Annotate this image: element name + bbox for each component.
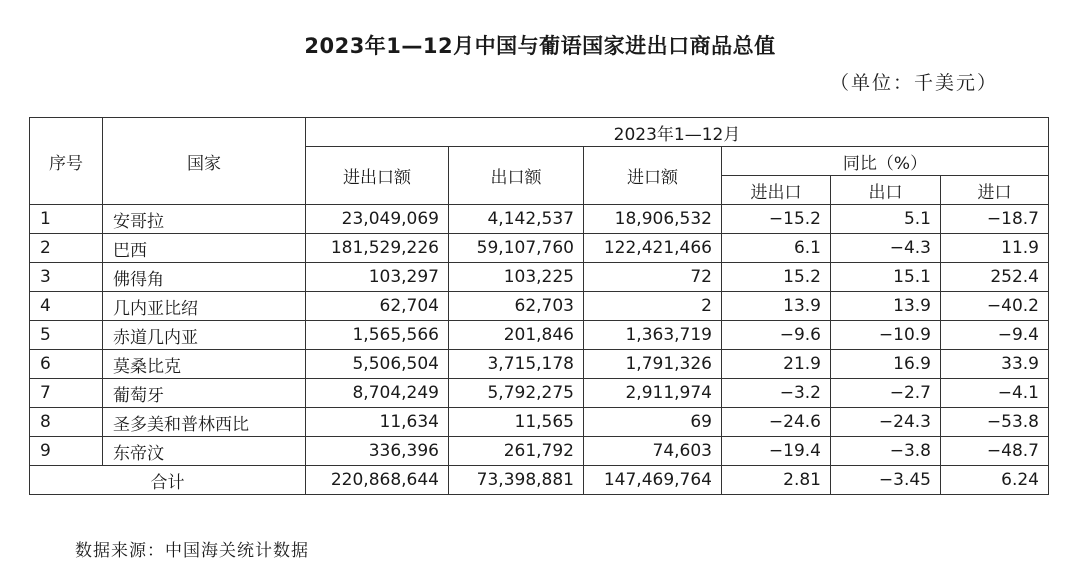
cell-yoy-import: −18.7 xyxy=(941,205,1049,234)
header-yoy-total: 进出口 xyxy=(722,176,831,205)
cell-yoy-import: 252.4 xyxy=(941,263,1049,292)
cell-country: 安哥拉 xyxy=(103,205,306,234)
table-row xyxy=(30,263,1049,292)
header-total-trade: 进出口额 xyxy=(306,147,449,205)
cell-yoy-export: −3.8 xyxy=(831,437,941,466)
cell-import: 2 xyxy=(584,292,722,321)
cell-yoy-export: −4.3 xyxy=(831,234,941,263)
total-row xyxy=(30,466,1049,495)
header-yoy: 同比（%） xyxy=(722,147,1049,176)
cell-total: 1,565,566 xyxy=(306,321,449,350)
header-country: 国家 xyxy=(103,118,306,205)
cell-total: 181,529,226 xyxy=(306,234,449,263)
header-export: 出口额 xyxy=(449,147,584,205)
cell-import: 72 xyxy=(584,263,722,292)
header-period: 2023年1—12月 xyxy=(306,118,1049,147)
cell-total: 103,297 xyxy=(306,263,449,292)
cell-yoy-import: −48.7 xyxy=(941,437,1049,466)
cell-total: 336,396 xyxy=(306,437,449,466)
table-title: 2023年1—12月中国与葡语国家进出口商品总值 xyxy=(304,34,776,58)
cell-yoy-total: 13.9 xyxy=(722,292,831,321)
cell-yoy-export: 5.1 xyxy=(831,205,941,234)
cell-total: 5,506,504 xyxy=(306,350,449,379)
cell-country: 葡萄牙 xyxy=(103,379,306,408)
cell-total: 11,634 xyxy=(306,408,449,437)
cell-yoy-export: −24.3 xyxy=(831,408,941,437)
cell-yoy-import: −4.1 xyxy=(941,379,1049,408)
cell-yoy-total: −15.2 xyxy=(722,205,831,234)
cell-yoy-export: 16.9 xyxy=(831,350,941,379)
total-import: 147,469,764 xyxy=(584,466,722,495)
table-row xyxy=(30,408,1049,437)
table-row xyxy=(30,437,1049,466)
cell-total: 62,704 xyxy=(306,292,449,321)
cell-export: 5,792,275 xyxy=(449,379,584,408)
cell-index: 4 xyxy=(30,292,103,321)
cell-export: 11,565 xyxy=(449,408,584,437)
cell-export: 103,225 xyxy=(449,263,584,292)
cell-import: 18,906,532 xyxy=(584,205,722,234)
cell-index: 6 xyxy=(30,350,103,379)
table-row xyxy=(30,205,1049,234)
header-import: 进口额 xyxy=(584,147,722,205)
cell-index: 3 xyxy=(30,263,103,292)
cell-index: 7 xyxy=(30,379,103,408)
total-export: 73,398,881 xyxy=(449,466,584,495)
cell-country: 东帝汶 xyxy=(103,437,306,466)
cell-import: 1,791,326 xyxy=(584,350,722,379)
header-yoy-export: 出口 xyxy=(831,176,941,205)
table-row xyxy=(30,292,1049,321)
cell-yoy-total: −24.6 xyxy=(722,408,831,437)
total-trade: 220,868,644 xyxy=(306,466,449,495)
cell-yoy-import: −40.2 xyxy=(941,292,1049,321)
cell-export: 201,846 xyxy=(449,321,584,350)
table-row xyxy=(30,350,1049,379)
cell-export: 62,703 xyxy=(449,292,584,321)
total-yoy-export: −3.45 xyxy=(831,466,941,495)
cell-yoy-import: 33.9 xyxy=(941,350,1049,379)
cell-index: 5 xyxy=(30,321,103,350)
header-index: 序号 xyxy=(30,118,103,205)
cell-index: 1 xyxy=(30,205,103,234)
cell-yoy-import: −53.8 xyxy=(941,408,1049,437)
cell-yoy-import: −9.4 xyxy=(941,321,1049,350)
cell-yoy-total: 15.2 xyxy=(722,263,831,292)
trade-table xyxy=(29,117,1049,495)
table-row xyxy=(30,321,1049,350)
cell-import: 1,363,719 xyxy=(584,321,722,350)
cell-yoy-export: 13.9 xyxy=(831,292,941,321)
cell-index: 2 xyxy=(30,234,103,263)
cell-import: 74,603 xyxy=(584,437,722,466)
cell-import: 122,421,466 xyxy=(584,234,722,263)
cell-yoy-export: −10.9 xyxy=(831,321,941,350)
cell-yoy-total: −3.2 xyxy=(722,379,831,408)
cell-country: 佛得角 xyxy=(103,263,306,292)
unit-note: （单位：千美元） xyxy=(829,72,998,94)
total-yoy-import: 6.24 xyxy=(941,466,1049,495)
table-row xyxy=(30,234,1049,263)
cell-index: 8 xyxy=(30,408,103,437)
cell-export: 3,715,178 xyxy=(449,350,584,379)
cell-yoy-total: 21.9 xyxy=(722,350,831,379)
cell-index: 9 xyxy=(30,437,103,466)
cell-export: 59,107,760 xyxy=(449,234,584,263)
total-label: 合计 xyxy=(30,466,306,495)
source-note: 数据来源：中国海关统计数据 xyxy=(75,541,309,561)
cell-country: 莫桑比克 xyxy=(103,350,306,379)
table-row xyxy=(30,379,1049,408)
cell-export: 261,792 xyxy=(449,437,584,466)
cell-country: 几内亚比绍 xyxy=(103,292,306,321)
cell-import: 2,911,974 xyxy=(584,379,722,408)
cell-yoy-import: 11.9 xyxy=(941,234,1049,263)
cell-total: 8,704,249 xyxy=(306,379,449,408)
cell-total: 23,049,069 xyxy=(306,205,449,234)
cell-country: 圣多美和普林西比 xyxy=(103,408,306,437)
cell-yoy-total: −9.6 xyxy=(722,321,831,350)
cell-yoy-export: −2.7 xyxy=(831,379,941,408)
cell-import: 69 xyxy=(584,408,722,437)
header-yoy-import: 进口 xyxy=(941,176,1049,205)
cell-yoy-total: 6.1 xyxy=(722,234,831,263)
cell-country: 赤道几内亚 xyxy=(103,321,306,350)
cell-yoy-total: −19.4 xyxy=(722,437,831,466)
total-yoy-total: 2.81 xyxy=(722,466,831,495)
cell-export: 4,142,537 xyxy=(449,205,584,234)
cell-country: 巴西 xyxy=(103,234,306,263)
cell-yoy-export: 15.1 xyxy=(831,263,941,292)
